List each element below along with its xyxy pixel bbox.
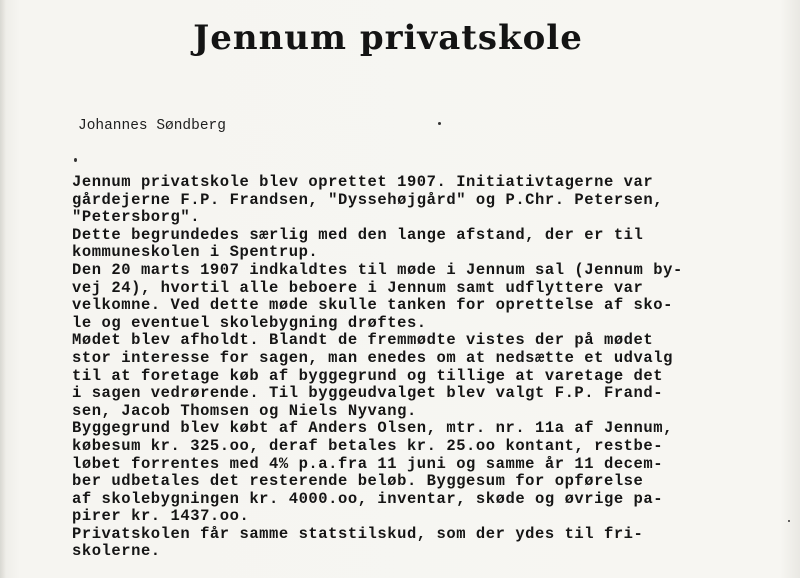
- body-line: "Petersborg".: [72, 208, 201, 227]
- body-line: af skolebygningen kr. 4000.oo, inventar, skøde og øvrige pa-: [72, 489, 664, 508]
- document-title: Jennum privatskole: [193, 18, 583, 58]
- body-line: ber udbetales det resterende beløb. Byggesum for opførelse: [72, 472, 644, 491]
- body-line: Den 20 marts 1907 indkaldtes til møde i Jennum sal (Jennum by-: [72, 260, 683, 279]
- body-line: pirer kr. 1437.oo.: [72, 507, 250, 526]
- body-line: sen, Jacob Thomsen og Niels Nyvang.: [72, 401, 417, 420]
- body-line: velkomne. Ved dette møde skulle tanken for oprettelse af sko-: [72, 296, 673, 315]
- body-line: Mødet blev afholdt. Blandt de fremmødte vistes der på mødet: [72, 331, 654, 350]
- body-line: Dette begrundedes særlig med den lange afstand, der er til: [72, 225, 644, 244]
- body-line: le og eventuel skolebygning drøftes.: [72, 313, 427, 332]
- body-line: Byggegrund blev købt af Anders Olsen, mtr. nr. 11a af Jennum,: [72, 419, 673, 438]
- body-line: gårdejerne F.P. Frandsen, "Dyssehøjgård" og P.Chr. Petersen,: [72, 190, 664, 209]
- body-line: stor interesse for sagen, man enedes om at nedsætte et udvalg: [72, 348, 673, 367]
- body-line: skolerne.: [72, 542, 161, 561]
- body-line: kommuneskolen i Spentrup.: [72, 243, 319, 262]
- document-author: Johannes Søndberg: [78, 118, 226, 134]
- body-line: Jennum privatskole blev oprettet 1907. Initiativtagerne var: [72, 173, 654, 191]
- body-line: i sagen vedrørende. Til byggeudvalget blev valgt F.P. Frand-: [72, 384, 664, 403]
- body-line: vej 24), hvortil alle beboere i Jennum samt udflyttere var: [72, 278, 644, 297]
- scan-speck: [438, 122, 441, 125]
- body-line: Privatskolen får samme statstilskud, som der ydes til fri-: [72, 524, 644, 543]
- body-line: købesum kr. 325.oo, deraf betales kr. 25.oo kontant, restbe-: [72, 436, 664, 455]
- document-body: [72, 174, 772, 561]
- scan-speck: [74, 158, 77, 162]
- body-line: løbet forrentes med 4% p.a.fra 11 juni og samme år 11 decem-: [72, 454, 664, 473]
- body-line: til at foretage køb af byggegrund og tillige at varetage det: [72, 366, 664, 385]
- scan-speck: [788, 520, 790, 522]
- scan-edge-shadow: [0, 0, 6, 578]
